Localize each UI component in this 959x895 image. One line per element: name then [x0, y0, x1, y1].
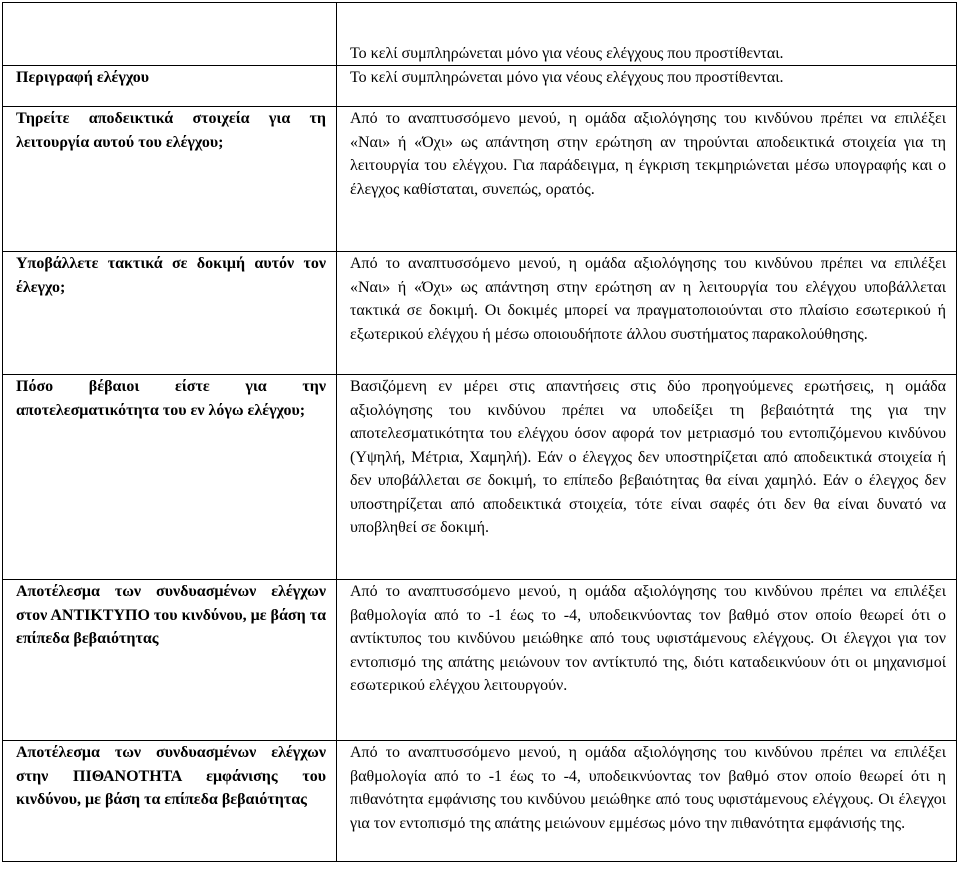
table-row — [3, 3, 957, 66]
guidance-table — [2, 2, 957, 862]
row-description-cell: Το κελί συμπληρώνεται μόνο για νέους ελέγχους που προστίθενται. — [337, 66, 957, 107]
row-label-cell — [3, 3, 337, 66]
row-label-cell: Αποτέλεσμα των συνδυασμένων ελέγχων στην ΠΙΘΑΝΟΤΗΤΑ εμφάνισης του κινδύνου, με βάση τα επίπεδα βεβαιότητας — [3, 741, 337, 862]
row-description-cell: Από το αναπτυσσόμενο μενού, η ομάδα αξιολόγησης του κινδύνου πρέπει να επιλέξει «Ναι» ή «Όχι» ως απάντηση στην ερώτηση αν η λειτουργία του ελέγχου υποβάλλεται τακτικά σε δοκιμή. Οι δοκιμές μπορεί να πραγματοποιούνται στο πλαίσιο εσωτερικού ή εξωτερικού ελέγχου ή μέσω οποιουδήποτε άλλου συστήματος παρακολούθησης. — [337, 252, 957, 375]
row-description-cell: Βασιζόμενη εν μέρει στις απαντήσεις στις δύο προηγούμενες ερωτήσεις, η ομάδα αξιολόγησης του κινδύνου πρέπει να υποδείξει τη βεβαιότητά της για την αποτελεσματικότητα του ελέγχου όσον αφορά τον μετριασμό του εντοπιζόμενου κινδύνου (Υψηλή, Μέτρια, Χαμηλή). Εάν ο έλεγχος δεν υποστηρίζεται από αποδεικτικά στοιχεία ή δεν υποβάλλεται σε δοκιμή, το επίπεδο βεβαιότητας θα είναι χαμηλό. Εάν ο έλεγχος δεν υποστηρίζεται από αποδεικτικά στοιχεία, τότε είναι σαφές ότι δεν θα είναι δυνατό να υποβληθεί σε δοκιμή. — [337, 375, 957, 580]
row-label-cell: Τηρείτε αποδεικτικά στοιχεία για τη λειτουργία αυτού του ελέγχου; — [3, 107, 337, 252]
row-label-cell: Περιγραφή ελέγχου — [3, 66, 337, 107]
table-row — [3, 252, 957, 375]
row-description-cell: Από το αναπτυσσόμενο μενού, η ομάδα αξιολόγησης του κινδύνου πρέπει να επιλέξει βαθμολογία από το -1 έως το -4, υποδεικνύοντας τον βαθμό στον οποίο θεωρεί ότι ο αντίκτυπος του κινδύνου μειώθηκε από τους υφιστάμενους ελέγχους. Οι έλεγχοι για τον εντοπισμό της απάτης μειώνουν τον αντίκτυπό της, διότι καταδεικνύουν ότι οι μηχανισμοί εσωτερικού ελέγχου λειτουργούν. — [337, 580, 957, 741]
row-label-cell: Υποβάλλετε τακτικά σε δοκιμή αυτόν τον έλεγχο; — [3, 252, 337, 375]
table-row — [3, 107, 957, 252]
table-row — [3, 375, 957, 580]
row-description-cell: Το κελί συμπληρώνεται μόνο για νέους ελέγχους που προστίθενται. — [337, 3, 957, 66]
row-description-cell: Από το αναπτυσσόμενο μενού, η ομάδα αξιολόγησης του κινδύνου πρέπει να επιλέξει «Ναι» ή «Όχι» ως απάντηση στην ερώτηση αν τηρούνται αποδεικτικά στοιχεία για τη λειτουργία του ελέγχου. Για παράδειγμα, η έγκριση τεκμηριώνεται μέσω υπογραφής και ο έλεγχος καθίσταται, συνεπώς, ορατός. — [337, 107, 957, 252]
row-label-cell: Αποτέλεσμα των συνδυασμένων ελέγχων στον ΑΝΤΙΚΤΥΠΟ του κινδύνου, με βάση τα επίπεδα βεβαιότητας — [3, 580, 337, 741]
table-row — [3, 741, 957, 862]
table-row — [3, 66, 957, 107]
table-row — [3, 580, 957, 741]
row-label-cell: Πόσο βέβαιοι είστε για την αποτελεσματικότητα του εν λόγω ελέγχου; — [3, 375, 337, 580]
row-description-cell: Από το αναπτυσσόμενο μενού, η ομάδα αξιολόγησης του κινδύνου πρέπει να επιλέξει βαθμολογία από το -1 έως το -4, υποδεικνύοντας τον βαθμό στον οποίο θεωρεί ότι η πιθανότητα εμφάνισης του κινδύνου μειώθηκε από τους υφιστάμενους ελέγχους. Οι έλεγχοι για τον εντοπισμό της απάτης μειώνουν εμμέσως μόνο την πιθανότητα εμφάνισής της. — [337, 741, 957, 862]
